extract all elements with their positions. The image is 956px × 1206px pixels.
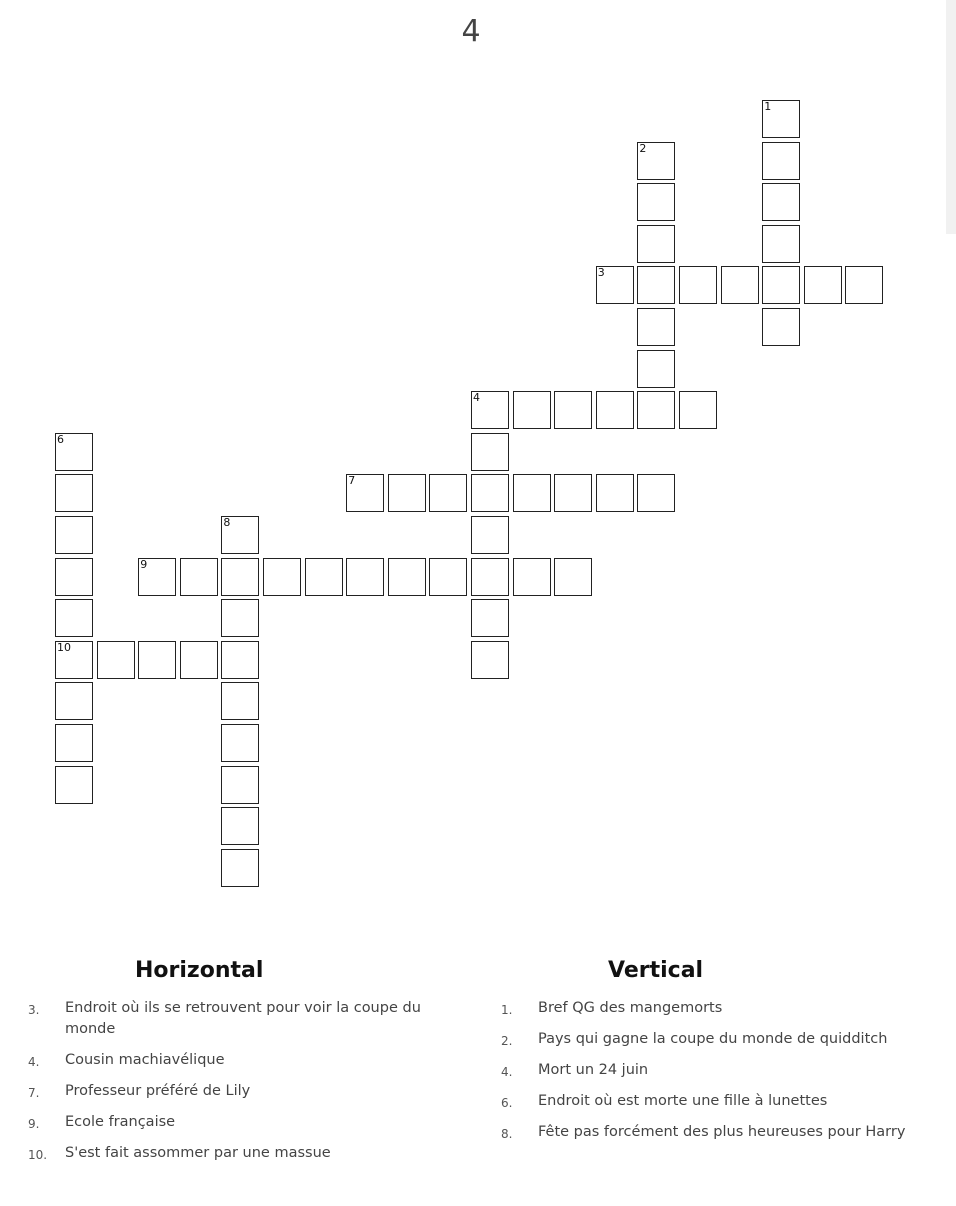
across-clue: [28, 1143, 428, 1164]
clue-text: Bref QG des mangemorts: [538, 1000, 723, 1016]
crossword-cell[interactable]: [388, 558, 426, 596]
crossword-cell[interactable]: [637, 391, 675, 429]
crossword-cell[interactable]: [637, 142, 675, 180]
down-clue-list: [501, 998, 921, 1153]
crossword-cell[interactable]: [221, 641, 259, 679]
crossword-cell[interactable]: [221, 766, 259, 804]
crossword-cell[interactable]: [554, 391, 592, 429]
cell-number: 3: [597, 266, 605, 280]
crossword-cell[interactable]: [637, 183, 675, 221]
down-clue: [501, 1122, 921, 1143]
crossword-cell[interactable]: [471, 599, 509, 637]
down-clue: [501, 1060, 921, 1081]
clue-text: Endroit où est morte une fille à lunettes: [538, 1093, 828, 1109]
crossword-cell[interactable]: [55, 682, 93, 720]
crossword-cell[interactable]: [55, 516, 93, 554]
crossword-cell[interactable]: [762, 100, 800, 138]
crossword-cell[interactable]: [388, 474, 426, 512]
crossword-cell[interactable]: [804, 266, 842, 304]
clue-number: 3.: [28, 1003, 40, 1017]
across-clue: [28, 998, 428, 1040]
crossword-cell[interactable]: [55, 766, 93, 804]
crossword-cell[interactable]: [221, 682, 259, 720]
crossword-cell[interactable]: [596, 474, 634, 512]
crossword-cell[interactable]: [679, 266, 717, 304]
crossword-cell[interactable]: [429, 558, 467, 596]
crossword-cell[interactable]: [221, 724, 259, 762]
crossword-cell[interactable]: [55, 433, 93, 471]
crossword-cell[interactable]: [471, 516, 509, 554]
crossword-cell[interactable]: [637, 350, 675, 388]
scrollbar[interactable]: [946, 0, 956, 1206]
crossword-cell[interactable]: [221, 516, 259, 554]
crossword-cell[interactable]: [346, 474, 384, 512]
crossword-cell[interactable]: [346, 558, 384, 596]
crossword-cell[interactable]: [180, 558, 218, 596]
crossword-cell[interactable]: [845, 266, 883, 304]
crossword-cell[interactable]: [762, 225, 800, 263]
clue-text: Fête pas forcément des plus heureuses pour Harry: [538, 1124, 906, 1140]
crossword-cell[interactable]: [762, 266, 800, 304]
crossword-cell[interactable]: [596, 391, 634, 429]
cell-number: 2: [639, 141, 647, 155]
cell-number: 6: [57, 432, 64, 446]
crossword-cell[interactable]: [55, 558, 93, 596]
clue-number: 8.: [501, 1127, 513, 1141]
crossword-cell[interactable]: [513, 558, 551, 596]
cell-number: 4: [473, 391, 480, 405]
crossword-cell[interactable]: [55, 641, 93, 679]
crossword-cell[interactable]: [305, 558, 343, 596]
clue-text: Mort un 24 juin: [538, 1062, 649, 1078]
scrollbar-thumb[interactable]: [946, 0, 956, 234]
across-heading: Horizontal: [135, 958, 264, 983]
across-clue-list: [28, 998, 428, 1174]
crossword-cell[interactable]: [637, 474, 675, 512]
crossword-cell[interactable]: [221, 558, 259, 596]
page-title: 4: [461, 14, 481, 49]
crossword-cell[interactable]: [471, 641, 509, 679]
crossword-cell[interactable]: [471, 391, 509, 429]
cell-number: 8: [223, 516, 231, 529]
crossword-cell[interactable]: [762, 142, 800, 180]
crossword-cell[interactable]: [762, 183, 800, 221]
down-clue: [501, 1029, 921, 1050]
down-clue: [501, 1091, 921, 1112]
cell-number: 7: [348, 474, 356, 488]
cell-number: 1: [764, 100, 772, 113]
crossword-cell[interactable]: [221, 599, 259, 637]
crossword-cell[interactable]: [679, 391, 717, 429]
crossword-cell[interactable]: [471, 558, 509, 596]
clue-number: 6.: [501, 1096, 513, 1110]
clue-text: Professeur préféré de Lily: [65, 1083, 251, 1099]
clue-number: 1.: [501, 1003, 513, 1017]
crossword-cell[interactable]: [429, 474, 467, 512]
clue-number: 9.: [28, 1117, 40, 1131]
cell-number: 10: [57, 640, 71, 654]
crossword-cell[interactable]: [180, 641, 218, 679]
crossword-cell[interactable]: [762, 308, 800, 346]
down-clue: [501, 998, 921, 1019]
crossword-cell[interactable]: [263, 558, 301, 596]
clue-number: 4.: [501, 1065, 513, 1079]
crossword-cell[interactable]: [513, 391, 551, 429]
clue-text: Pays qui gagne la coupe du monde de quidditch: [538, 1031, 888, 1047]
down-heading: Vertical: [608, 958, 704, 983]
crossword-cell[interactable]: [138, 558, 176, 596]
crossword-cell[interactable]: [138, 641, 176, 679]
crossword-cell[interactable]: [637, 308, 675, 346]
crossword-cell[interactable]: [471, 433, 509, 471]
crossword-cell[interactable]: [97, 641, 135, 679]
clue-number: 4.: [28, 1055, 40, 1069]
across-clue: [28, 1112, 428, 1133]
crossword-cell[interactable]: [471, 474, 509, 512]
crossword-cell[interactable]: [221, 807, 259, 845]
crossword-cell[interactable]: [637, 266, 675, 304]
clue-number: 7.: [28, 1086, 40, 1100]
crossword-cell[interactable]: [596, 266, 634, 304]
crossword-cell[interactable]: [721, 266, 759, 304]
clue-number: 10.: [28, 1148, 48, 1162]
crossword-cell[interactable]: [55, 474, 93, 512]
crossword-cell[interactable]: [55, 724, 93, 762]
crossword-cell[interactable]: [637, 225, 675, 263]
clue-number: 2.: [501, 1034, 513, 1048]
across-clue: [28, 1081, 428, 1102]
cell-number: 9: [140, 557, 148, 571]
crossword-cell[interactable]: [221, 849, 259, 887]
across-clue: [28, 1050, 428, 1071]
crossword-cell[interactable]: [554, 474, 592, 512]
clue-text: Ecole française: [65, 1114, 176, 1130]
crossword-cell[interactable]: [513, 474, 551, 512]
clue-text: Endroit où ils se retrouvent pour voir la coupe du monde: [65, 1000, 421, 1037]
crossword-cell[interactable]: [55, 599, 93, 637]
crossword-cell[interactable]: [554, 558, 592, 596]
clue-text: Cousin machiavélique: [65, 1052, 225, 1068]
clue-text: S'est fait assommer par une massue: [65, 1145, 331, 1161]
